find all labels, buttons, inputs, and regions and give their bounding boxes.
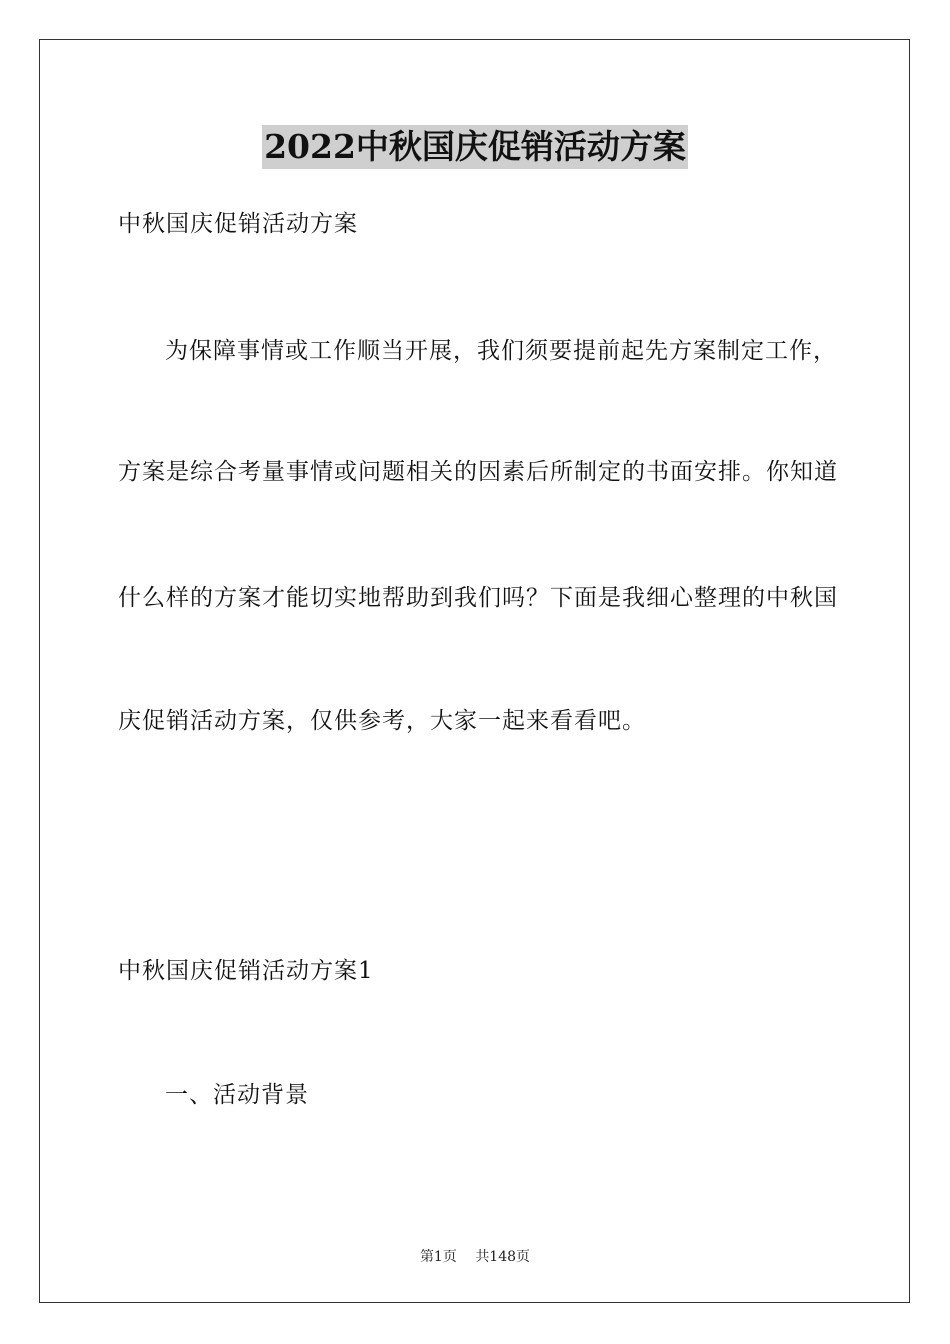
page-total: 共148页 (475, 1249, 531, 1265)
intro-line-1: 为保障事情或工作顺当开展，我们须要提前起先方案制定工作， (165, 338, 837, 364)
document-title: 2022中秋国庆促销活动方案 (262, 125, 688, 169)
section-title: 中秋国庆促销活动方案1 (118, 958, 374, 984)
section-heading: 一、活动背景 (165, 1082, 309, 1108)
intro-line-4: 庆促销活动方案，仅供参考，大家一起来看看吧。 (118, 708, 646, 734)
page-number: 第1页 (419, 1249, 457, 1265)
intro-line-2: 方案是综合考量事情或问题相关的因素后所制定的书面安排。你知道 (118, 459, 838, 485)
page-footer (0, 1247, 950, 1267)
title-container (0, 125, 950, 169)
intro-line-3: 什么样的方案才能切实地帮助到我们吗？下面是我细心整理的中秋国 (118, 585, 838, 611)
document-subtitle: 中秋国庆促销活动方案 (118, 211, 358, 237)
